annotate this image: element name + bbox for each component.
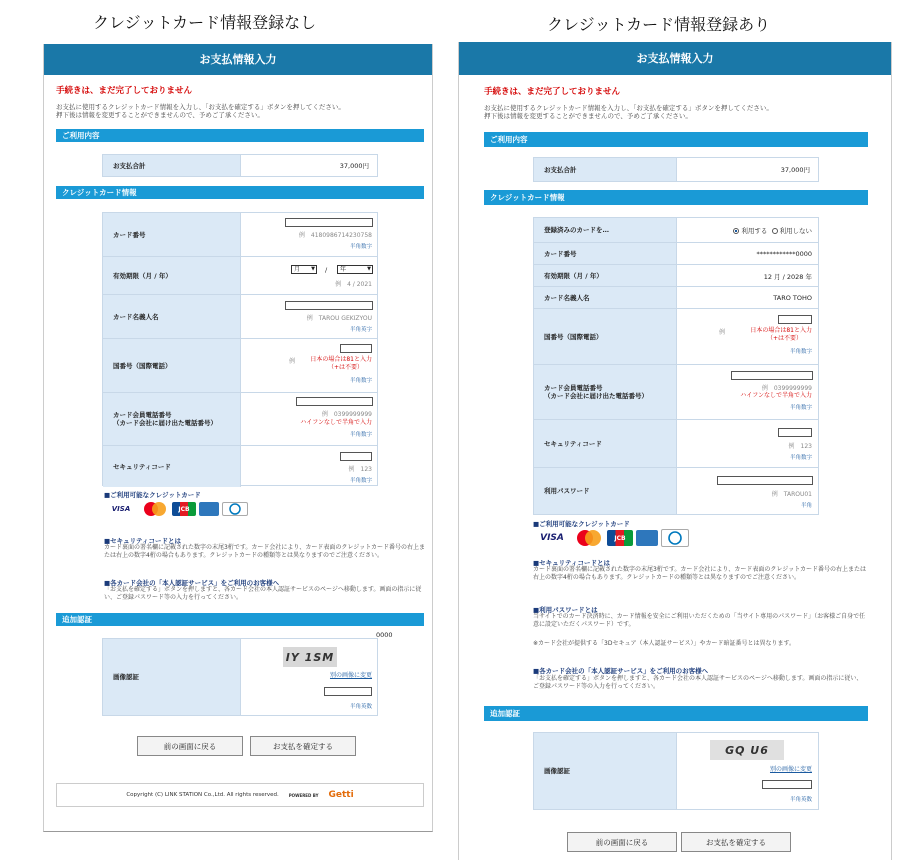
change-image-link[interactable]: 別の画像に変更 [329, 672, 372, 679]
back-button[interactable]: 前の画面に戻る [137, 736, 243, 756]
security-note-title: ■セキュリティコードとは [533, 559, 610, 567]
security-input[interactable] [340, 452, 372, 461]
auth-note-title: ■各カード会社の「本人認証サービス」をご利用のお客様へ [533, 667, 709, 675]
usage-total-row [103, 155, 377, 176]
holder-label: カード名義人名 [534, 287, 677, 308]
card-info-table [533, 217, 819, 515]
holder-row [534, 286, 818, 308]
card-number-cell [677, 243, 818, 264]
use-card-radio[interactable] [733, 228, 739, 234]
auth-note-body: 「お支払を確定する」ボタンを押しますと、各カード会社の本人認証サービスのページへ移動します。画面の指示に従い、ご登録パスワード等の入力を行ってください。 [533, 675, 863, 690]
confirm-payment-button[interactable]: お支払を確定する [250, 736, 356, 756]
visa-logo: VISA [111, 505, 131, 513]
not-use-card-radio[interactable] [772, 228, 778, 234]
expiry-label: 有効期限（月 / 年） [103, 257, 241, 294]
section-card-info: クレジットカード情報 [484, 190, 868, 205]
usage-table [533, 157, 819, 182]
header-title: お支払情報入力 [636, 52, 714, 65]
usage-total-cell [241, 155, 377, 176]
security-note-body: カード裏面の署名欄に記載された数字の末尾3桁です。カード会社により、カード表面のクレジットカード番号の右上または右上の数字4桁の場合もあります。クレジットカードの種類等とは異なりますのでご注意ください。 [533, 566, 867, 581]
country-code-cell [241, 339, 377, 392]
security-hint: 半角数字 [789, 455, 812, 461]
captcha-label: 画像認証 [103, 639, 241, 715]
captcha-code-text: 0000 [376, 631, 393, 639]
change-image-link[interactable]: 別の画像に変更 [769, 766, 812, 773]
security-example: 例 123 [788, 443, 812, 450]
right-payment-panel [458, 42, 892, 860]
card-number-value: ************0000 [756, 250, 812, 258]
captcha-hint: 半角英数 [349, 704, 372, 710]
extra-auth-table [102, 638, 378, 716]
phone-example: 例 0399999999 [321, 411, 372, 418]
phone-input[interactable] [296, 397, 373, 406]
holder-label: カード名義人名 [103, 295, 241, 338]
security-cell [677, 420, 818, 467]
phone-label [534, 365, 677, 419]
expiry-row [103, 256, 377, 294]
holder-cell [677, 287, 818, 308]
country-code-red-note-2: （+は不要） [327, 364, 363, 371]
phone-label [103, 393, 241, 445]
usage-table [102, 154, 378, 177]
country-code-row [103, 338, 377, 392]
intro-text [56, 103, 426, 119]
back-button[interactable]: 前の画面に戻る [567, 832, 677, 852]
phone-label-2: （カード会社に届け出た電話番号） [544, 392, 648, 400]
security-example: 例 123 [348, 466, 372, 473]
not-use-card-label: 利用しない [779, 227, 812, 235]
section-extra-auth: 追加認証 [56, 613, 424, 626]
amex-logo [199, 502, 219, 516]
registered-card-radios [733, 226, 812, 235]
notice-text: 手続きは、まだ完了しておりません [56, 86, 193, 96]
phone-red-note: ハイフンなしで半角で入力 [300, 419, 372, 426]
cards-title: ■ご利用可能なクレジットカード [533, 520, 630, 528]
expiry-label: 有効期限（月 / 年） [534, 265, 677, 286]
security-row [103, 445, 377, 487]
country-code-label: 国番号（国際電話） [534, 309, 677, 364]
country-code-hint: 半角数字 [789, 349, 812, 355]
jcb-logo: JCB [172, 502, 196, 516]
captcha-label: 画像認証 [534, 733, 677, 809]
holder-input[interactable] [285, 301, 373, 310]
intro-line-1: お支払に使用するクレジットカード情報を入力し、「お支払を確定する」ボタンを押してください。 [56, 103, 345, 111]
expiry-cell [241, 257, 377, 294]
expiry-month-select[interactable]: 月 ▼ [291, 265, 317, 274]
country-code-example: 例 [289, 358, 296, 365]
captcha-cell [241, 639, 377, 715]
security-row [534, 419, 818, 467]
use-card-label: 利用する [741, 227, 768, 235]
getti-logo: Getti [328, 790, 354, 800]
diners-logo [222, 502, 248, 516]
country-code-example: 例 [719, 329, 726, 336]
password-label: 利用パスワード [534, 468, 677, 514]
card-number-input[interactable] [285, 218, 373, 227]
expiry-value: 12 月 / 2028 年 [763, 273, 812, 281]
country-code-label: 国番号（国際電話） [103, 339, 241, 392]
footer [56, 783, 424, 807]
phone-label-1: カード会員電話番号 [113, 411, 172, 419]
phone-row [103, 392, 377, 445]
password-cell [677, 468, 818, 514]
phone-input[interactable] [731, 371, 813, 380]
country-code-input[interactable] [340, 344, 372, 353]
notice-text: 手続きは、まだ完了しておりません [484, 87, 621, 97]
captcha-row [103, 639, 377, 715]
country-code-input[interactable] [778, 315, 812, 324]
expiry-example: 例 4 / 2021 [335, 281, 372, 288]
panel-header [44, 44, 432, 75]
holder-cell [241, 295, 377, 338]
captcha-image: GQ U6 [710, 740, 784, 760]
password-input[interactable] [717, 476, 813, 485]
card-brand-logos [104, 502, 248, 516]
section-card-info: クレジットカード情報 [56, 186, 424, 199]
phone-label-1: カード会員電話番号 [544, 384, 603, 392]
holder-example: 例 TAROU GEKIZYOU [306, 315, 372, 322]
mastercard-logo [574, 530, 604, 546]
section-usage: ご利用内容 [56, 129, 424, 142]
expiry-year-select[interactable]: 年 ▼ [337, 265, 373, 274]
holder-value: TARO TOHO [773, 294, 812, 302]
security-label: セキュリティコード [534, 420, 677, 467]
section-extra-auth: 追加認証 [484, 706, 868, 721]
holder-hint: 半角英字 [349, 327, 372, 333]
caption-right: クレジットカード情報登録あり [547, 15, 771, 34]
auth-note-title: ■各カード会社の「本人認証サービス」をご利用のお客様へ [104, 579, 280, 587]
usage-total-cell [677, 158, 818, 181]
captcha-cell [677, 733, 818, 809]
expiry-cell [677, 265, 818, 286]
cards-title: ■ご利用可能なクレジットカード [104, 491, 201, 499]
section-usage: ご利用内容 [484, 132, 868, 147]
captcha-image: IY 1SM [283, 647, 337, 667]
expiry-row [534, 264, 818, 286]
card-number-example: 例 4180986714230758 [298, 232, 372, 239]
captcha-row [534, 733, 818, 809]
phone-row [534, 364, 818, 419]
mastercard-logo [141, 502, 169, 516]
registered-card-cell [677, 218, 818, 242]
intro-line-2: 押下後は情報を変更することができませんので、予めご了承ください。 [484, 112, 692, 120]
jcb-logo: JCB [607, 530, 633, 546]
phone-red-note: ハイフンなしで半角で入力 [740, 392, 812, 399]
captcha-hint: 半角英数 [789, 797, 812, 803]
password-note-extra: ※カード会社が提供する「3Dセキュア（本人認証サービス）」やカード暗証番号とは異なります。 [533, 640, 795, 647]
powered-by-text: POWERED BY [288, 792, 319, 798]
amex-logo [636, 530, 658, 546]
card-number-hint: 半角数字 [349, 244, 372, 250]
holder-row [103, 294, 377, 338]
caption-left: クレジットカード情報登録なし [93, 13, 317, 32]
password-example: 例 TAROU01 [771, 491, 812, 498]
mastercard-icon [574, 529, 604, 547]
card-number-label: カード番号 [103, 213, 241, 256]
security-input[interactable] [778, 428, 812, 437]
country-code-red-note-1: 日本の場合は81と入力 [310, 356, 372, 363]
registered-card-row [534, 218, 818, 242]
mastercard-icon [141, 501, 169, 517]
phone-example: 例 0399999999 [761, 385, 812, 392]
phone-hint: 半角数字 [789, 405, 812, 411]
usage-total-row [534, 158, 818, 181]
country-code-red-note-1: 日本の場合は81と入力 [750, 327, 812, 334]
security-label: セキュリティコード [103, 446, 241, 487]
diners-icon [228, 503, 242, 515]
country-code-cell [677, 309, 818, 364]
phone-cell [241, 393, 377, 445]
intro-line-2: 押下後は情報を変更することができませんので、予めご了承ください。 [56, 111, 264, 119]
diners-logo [661, 529, 689, 547]
auth-note-body: 「お支払を確定する」ボタンを押しますと、各カード会社の本人認証サービスのページへ移動します。画面の指示に従い、ご登録パスワード等の入力を行ってください。 [104, 586, 422, 601]
expiry-separator: / [325, 266, 328, 274]
diners-icon [667, 531, 683, 545]
extra-auth-table [533, 732, 819, 810]
confirm-payment-button[interactable]: お支払を確定する [681, 832, 791, 852]
password-note-body: 当サイトでのカード決済時に、カード情報を安全にご利用いただくための「当サイト専用のパスワード」（お客様ご自身で任意に設定いただくパスワード）です。 [533, 613, 866, 628]
visa-logo: VISA [540, 533, 564, 543]
usage-total-label: お支払合計 [534, 158, 677, 181]
card-number-row [103, 213, 377, 256]
usage-total-label: お支払合計 [103, 155, 241, 176]
usage-total-value: 37,000円 [339, 162, 369, 170]
card-info-table [102, 212, 378, 486]
header-title: お支払情報入力 [199, 53, 277, 66]
phone-hint: 半角数字 [349, 432, 372, 438]
security-cell [241, 446, 377, 487]
phone-cell [677, 365, 818, 419]
security-note-title: ■セキュリティコードとは [104, 537, 181, 545]
card-number-row [534, 242, 818, 264]
country-code-row [534, 308, 818, 364]
country-code-hint: 半角数字 [349, 378, 372, 384]
captcha-input[interactable] [762, 780, 812, 789]
usage-total-value: 37,000円 [780, 166, 810, 174]
card-number-cell [241, 213, 377, 256]
phone-label-2: （カード会社に届け出た電話番号） [113, 419, 217, 427]
security-hint: 半角数字 [349, 478, 372, 484]
captcha-input[interactable] [324, 687, 372, 696]
intro-text [484, 104, 884, 120]
left-payment-panel [43, 44, 433, 832]
registered-card-label: 登録済みのカードを… [534, 218, 677, 242]
card-brand-logos [533, 529, 689, 547]
intro-line-1: お支払に使用するクレジットカード情報を入力し、「お支払を確定する」ボタンを押してください。 [484, 104, 773, 112]
panel-header [459, 42, 891, 75]
password-hint: 半角 [800, 503, 812, 509]
copyright-text: Copyright (C) LINK STATION Co.,Ltd. All rights reserved. [126, 792, 279, 798]
country-code-red-note-2: （+は不要） [766, 335, 802, 342]
password-row [534, 467, 818, 514]
security-note-body: カード裏面の署名欄に記載された数字の末尾3桁です。カード会社により、カード表面のクレジットカード番号の右上または右上の数字4桁の場合もあります。クレジットカードの種類等とは異なりますのでご注意ください。 [104, 544, 426, 559]
card-number-label: カード番号 [534, 243, 677, 264]
password-note-title: ■利用パスワードとは [533, 606, 598, 614]
